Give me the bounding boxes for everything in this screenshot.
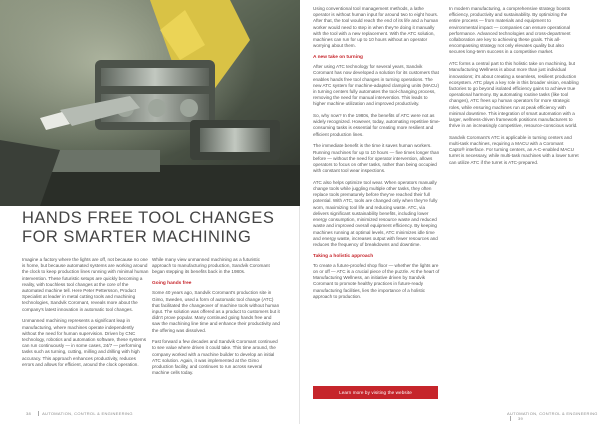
- paragraph: Imagine a factory where the lights are off, not because no one is home, but because automated systems are working around the clock to keep production lines running with minimal human intervention. These futuristic setups are quickly becoming a reality, with touchless tool changes at the core of the automated machine tell. Here Peter Pettersson, Product Specialist at leader in metal cutting tools and machining technologies, Sandvik Coromant, reveals more about the company's latest innovation in automatic tool changes.: [22, 257, 149, 312]
- page-number: 38: [26, 411, 32, 416]
- right-footer: [507, 411, 600, 421]
- paragraph: Unmanned machining represents a significant leap in manufacturing, where machines operate independently without the need for human supervision. Driven by CNC technology, robotics and automation software, these systems can run continuously — in some cases, 24/7 — performing tasks such as turning, cutting, milling and drilling with high accuracy. This approach enhances productivity, reduces errors and allows for efficient, around the clock operation.: [22, 318, 147, 367]
- section-subhead: A new take on turning: [313, 54, 363, 60]
- left-footer: [22, 411, 133, 416]
- footer-divider: [510, 416, 511, 421]
- learn-more-link[interactable]: Learn more by visiting the website: [313, 386, 438, 399]
- machining-photo-icon: [0, 0, 302, 206]
- left-column-2: [152, 257, 280, 382]
- right-column-2: [449, 6, 579, 171]
- paragraph: Some 40 years ago, Sandvik Coromant's production site in Gimo, Sweden, used a form of automatic tool change (ATC) that facilitated the changeover of machine tools without human input. The solution was offered as a product to customers but it didn't prove popular. Many continued going hands free and saw the machining line time and enhance their productivity and the offering was dissolved.: [152, 290, 280, 333]
- paragraph: After using ATC technology for several years, Sandvik Coromant has now developed a solution for its customers that enables hands free tool changes in turning operations. The new ATC system for machine-adapted clamping units (MACU) in turning centers fully automates the tool-changing process, removing the need for manual intervention. This leads to higher machine utilization and improved productivity.: [313, 64, 440, 107]
- publication-title: AUTOMATION, CONTROL & ENGINEERING: [507, 411, 598, 416]
- paragraph: So, why now? In the 1980s, the benefits of ATC were not as widely recognized. However, today, automating repetitive time-consuming tasks is essential for creating more resilient and efficient production lines.: [313, 113, 441, 137]
- right-column-1: [313, 6, 441, 306]
- paragraph: ATC also helps optimize tool wear. When operators manually change tools while juggling multiple other tasks, they often replace tools prematurely before they've reached their full potential. With ATC, tools are changed only when they're fully worn, maximizing tool life and reducing waste. ATC, via delivers significant sustainability benefits, including lower energy consumption, minimized resource waste and reduced waste and improved overall equipment efficiency. By keeping machines running at optimal levels, ATC minimizes idle time and energy waste, increases output with fewer resources and reduces the frequency of breakdowns and downtime.: [313, 179, 438, 247]
- machining-photo: [0, 0, 302, 206]
- paragraph: ATC forms a central part to this holistic take on machining, but Manufacturing Wellness is about more than just individual innovations; it's about creating a seamless, resilient production ecosystem. ATC plays a key role in this broader vision, enabling factories to go beyond isolated efficiency gains to achieve true operational harmony. By automating routine tasks (like tool changes), ATC frees up human operators for more strategic roles, while ensuring machines run at peak efficiency with minimal downtime. This integration of smart automation with a larger, wellness-driven framework positions manufacturers to thrive in an increasingly competitive, resource-conscious world.: [449, 61, 579, 129]
- publication-title: AUTOMATION, CONTROL & ENGINEERING: [42, 411, 133, 416]
- section-subhead: Taking a holistic approach: [313, 253, 374, 259]
- left-column-1: [22, 257, 149, 373]
- page-number: 39: [518, 416, 524, 421]
- paragraph: Sandvik Coromant's ATC is applicable in turning centers and multi-task machines, requiring a MACU with a Coromant Capto® interface. For turning centers, an A-C-enabled MACU turret is necessary, while multi-task machines with a lower turret can utilize ATC if the turret is ATC-prepared.: [449, 134, 579, 165]
- paragraph: Fast forward a few decades and Sandvik Coromant continued to see value where driven it could take. This time around, the company worked with a machine builder to develop an initial ATC solution. Again, it was implemented at the Gimo production facility, and continues to run across several machine cells today.: [152, 339, 278, 376]
- paragraph: In modern manufacturing, a comprehensive strategy boosts efficiency, productivity and sustainability. By optimizing the entire process — from materials and equipment to environmental impact — companies can ensure operational performance. Advanced technologies and cross-department collaboration are key to achieving these goals. This all-encompassing strategy not only elevates quality but also secures long-term success in a competitive market.: [449, 6, 571, 55]
- paragraph: Using conventional tool management methods, a lathe operator is without human input for around two to eight hours. After that, the tool would reach the end of its life and a human worker would need to step in when they're doing it manually with the tool with a new replacement. With the ATC solution, machines can run for up to 10 hours without an operator worrying about them.: [313, 6, 439, 49]
- paragraph: While many view unmanned machining as a futuristic approach to manufacturing production, Sandvik Coromant began stepping its benefits back in the 1980s.: [152, 257, 270, 275]
- paragraph: The immediate benefit is the time it saves human workers. Running machines for up to 10 hours — five times longer than before — without the need for operator intervention, allows operators to focus on other tasks, rather than being occupied with constant tool wear inspections.: [313, 143, 440, 174]
- article-headline: HANDS FREE TOOL CHANGES FOR SMARTER MACHINING: [22, 209, 275, 246]
- paragraph: To create a future-proofed shop floor — whether the lights are on or off — ATC is a crucial piece of the puzzle. At the heart of Manufacturing Wellness, an initiative driven by Sandvik Coromant to promote healthy practices in future-ready manufacturing facilities, lies the importance of a holistic approach to production.: [313, 262, 440, 299]
- section-subhead: Going hands free: [152, 281, 192, 287]
- right-page: [300, 0, 600, 424]
- footer-divider: [38, 411, 39, 416]
